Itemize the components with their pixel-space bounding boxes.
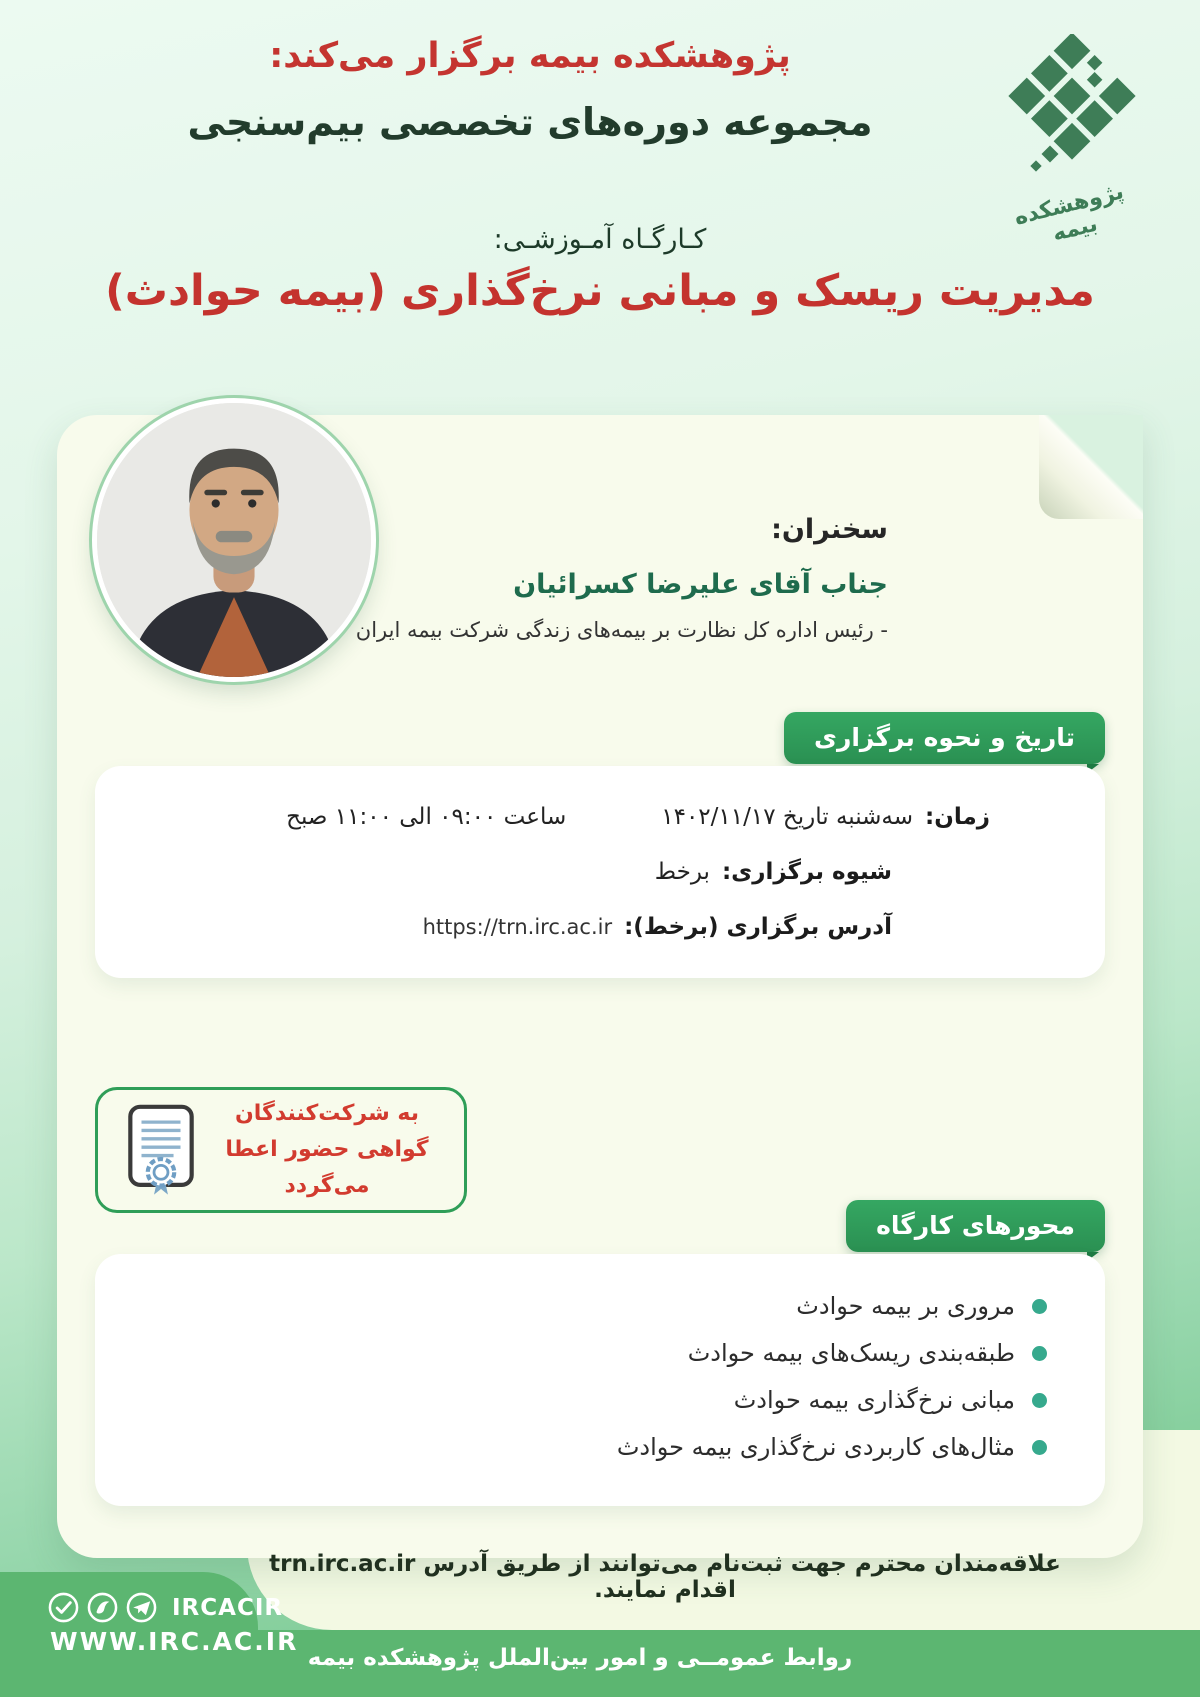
- certificate-box: [95, 1087, 467, 1213]
- topic-item: [135, 1292, 1047, 1320]
- page-curl: [1039, 415, 1143, 519]
- time-hours: ساعت ۰۹:۰۰ الی ۱۱:۰۰ صبح: [286, 804, 567, 830]
- social-handle[interactable]: IRCACIR: [172, 1594, 284, 1621]
- schedule-panel: [95, 766, 1105, 978]
- topic-text: طبقه‌بندی ریسک‌های بیمه حوادث: [687, 1339, 1015, 1367]
- method-label: شیوه برگزاری:: [721, 859, 892, 885]
- speaker-section-label: سخنران:: [771, 514, 888, 545]
- bullet-dot-icon: [1032, 1346, 1047, 1361]
- institute-logo: [992, 34, 1152, 247]
- topics-panel: [95, 1254, 1105, 1506]
- topic-item: [135, 1386, 1047, 1414]
- topic-text: مروری بر بیمه حوادث: [796, 1292, 1015, 1320]
- check-icon[interactable]: [48, 1592, 79, 1623]
- address-label: آدرس برگزاری (برخط):: [624, 914, 892, 940]
- speaker-section: [328, 514, 888, 642]
- workshop-label: کـارگـاه آمـوزشـی:: [493, 224, 707, 255]
- speaker-role: - رئیس اداره کل نظارت بر بیمه‌های زندگی شرکت بیمه ایران: [355, 618, 888, 642]
- topic-item: [135, 1433, 1047, 1461]
- method-value: برخط: [654, 859, 710, 885]
- bullet-dot-icon: [1032, 1393, 1047, 1408]
- footer-department: روابط عمومــی و امور بین‌الملل پژوهشکده بیمه: [307, 1645, 853, 1671]
- series-title: مجموعه دوره‌های تخصصی بیم‌سنجی: [187, 100, 873, 144]
- bullet-dot-icon: [1032, 1299, 1047, 1314]
- time-value: سه‌شنبه تاریخ ۱۴۰۲/۱۱/۱۷: [661, 804, 914, 830]
- eitaa-icon[interactable]: [87, 1592, 118, 1623]
- certificate-line1: به شرکت‌کنندگان: [235, 1100, 419, 1126]
- workshop-title: مدیریت ریسک و مبانی نرخ‌گذاری (بیمه حوادث): [105, 266, 1095, 316]
- certificate-line2: گواهی حضور اعطا می‌گردد: [225, 1136, 429, 1199]
- schedule-address-row: [135, 914, 990, 940]
- social-links: [48, 1592, 283, 1623]
- topic-text: مبانی نرخ‌گذاری بیمه حوادث: [733, 1386, 1015, 1414]
- schedule-time-row: [135, 804, 990, 830]
- logo-caption: پژوهشکده بیمه: [1011, 179, 1127, 247]
- speaker-name: جناب آقای علیرضا کسرائیان: [513, 569, 888, 600]
- website-url[interactable]: WWW.IRC.AC.IR: [50, 1627, 299, 1656]
- bullet-dot-icon: [1032, 1440, 1047, 1455]
- topic-text: مثال‌های کاربردی نرخ‌گذاری بیمه حوادث: [616, 1433, 1015, 1461]
- address-url-link[interactable]: https://trn.irc.ac.ir: [422, 915, 613, 939]
- certificate-icon: [126, 1104, 196, 1196]
- time-label: زمان:: [925, 804, 990, 830]
- topic-item: [135, 1339, 1047, 1367]
- schedule-method-row: [135, 859, 990, 885]
- schedule-badge: تاریخ و نحوه برگزاری: [784, 712, 1105, 764]
- topics-badge: محورهای کارگاه: [846, 1200, 1105, 1252]
- certificate-note: [196, 1096, 458, 1205]
- diamond-mosaic-icon: [992, 34, 1152, 184]
- registration-note: علاقه‌مندان محترم جهت ثبت‌نام می‌توانند از طریق آدرس trn.irc.ac.ir اقدام نمایند.: [269, 1551, 1061, 1603]
- telegram-icon[interactable]: [126, 1592, 157, 1623]
- presents-line: پژوهشکده بیمه برگزار می‌کند:: [269, 36, 791, 76]
